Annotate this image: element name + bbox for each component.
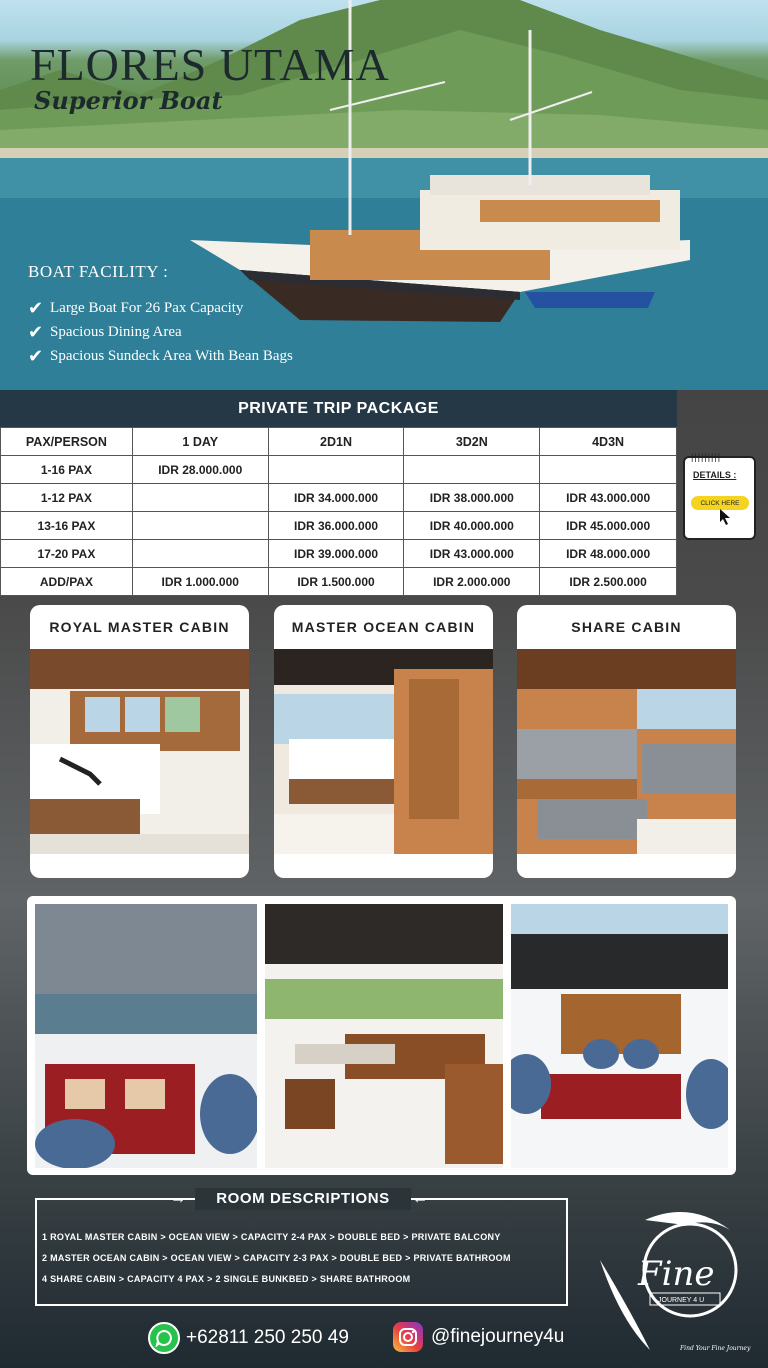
table-row bbox=[1, 512, 677, 540]
instagram-contact[interactable] bbox=[393, 1322, 564, 1352]
facility-title: BOAT FACILITY : bbox=[28, 262, 169, 281]
sundeck-photo bbox=[35, 904, 257, 1168]
table-cell bbox=[132, 512, 268, 540]
fine-journey-logo bbox=[590, 1200, 758, 1360]
column-header: 4D3N bbox=[540, 428, 677, 456]
column-header: 1 DAY bbox=[132, 428, 268, 456]
page-subtitle: Superior Boat bbox=[34, 86, 223, 115]
master-ocean-cabin-card bbox=[274, 605, 493, 878]
page-title: FLORES UTAMA bbox=[30, 39, 390, 90]
upper-deck-photo bbox=[511, 904, 728, 1168]
phone-contact[interactable] bbox=[148, 1322, 349, 1354]
logo-name: Fine bbox=[638, 1254, 715, 1294]
logo-tag: JOURNEY 4 U bbox=[658, 1297, 705, 1304]
facility-item: ✔ Large Boat For 26 Pax Capacity bbox=[28, 297, 244, 318]
column-header: 3D2N bbox=[404, 428, 540, 456]
table-row bbox=[1, 484, 677, 512]
royal-master-cabin-card bbox=[30, 605, 249, 878]
arrow-right-icon: → bbox=[170, 1190, 186, 1207]
cabin-title: SHARE CABIN bbox=[571, 619, 682, 635]
table-cell: 17-20 PAX bbox=[1, 540, 133, 568]
whatsapp-icon bbox=[148, 1322, 180, 1354]
cabin-title: ROYAL MASTER CABIN bbox=[49, 619, 230, 635]
room-description-lines bbox=[42, 1232, 511, 1295]
column-header: PAX/PERSON bbox=[1, 428, 133, 456]
table-cell bbox=[540, 456, 677, 484]
table-cell: IDR 1.000.000 bbox=[132, 568, 268, 596]
table-cell: IDR 36.000.000 bbox=[268, 512, 404, 540]
room-description-line: 2 MASTER OCEAN CABIN > OCEAN VIEW > CAPACITY 2-3 PAX > DOUBLE BED > PRIVATE BATHROOM bbox=[42, 1253, 511, 1263]
check-icon: ✔ bbox=[28, 297, 44, 318]
table-cell: IDR 48.000.000 bbox=[540, 540, 677, 568]
table-cell: IDR 2.500.000 bbox=[540, 568, 677, 596]
instagram-handle: @finejourney4u bbox=[431, 1326, 565, 1347]
table-cell bbox=[132, 540, 268, 568]
table-cell bbox=[132, 484, 268, 512]
table-cell: IDR 34.000.000 bbox=[268, 484, 404, 512]
table-cell: IDR 38.000.000 bbox=[404, 484, 540, 512]
table-cell bbox=[404, 456, 540, 484]
cursor-icon bbox=[719, 508, 733, 526]
details-label: DETAILS : bbox=[693, 470, 737, 480]
table-cell: 1-16 PAX bbox=[1, 456, 133, 484]
column-header: 2D1N bbox=[268, 428, 404, 456]
table-cell: IDR 43.000.000 bbox=[404, 540, 540, 568]
master-ocean-cabin-photo bbox=[274, 649, 493, 854]
facility-item: ✔ Spacious Dining Area bbox=[28, 321, 182, 342]
table-row bbox=[1, 568, 677, 596]
table-row bbox=[1, 456, 677, 484]
facility-list bbox=[28, 296, 293, 368]
table-cell: IDR 1.500.000 bbox=[268, 568, 404, 596]
table-cell: 1-12 PAX bbox=[1, 484, 133, 512]
table-cell bbox=[268, 456, 404, 484]
table-row bbox=[1, 540, 677, 568]
facility-item: ✔ Spacious Sundeck Area With Bean Bags bbox=[28, 345, 293, 366]
click-here-button[interactable]: CLICK HERE bbox=[691, 496, 749, 510]
phone-number: +62811 250 250 49 bbox=[186, 1327, 349, 1348]
table-cell: IDR 39.000.000 bbox=[268, 540, 404, 568]
deck-photo-strip bbox=[27, 896, 736, 1175]
room-description-line: 4 SHARE CABIN > CAPACITY 4 PAX > 2 SINGLE BUNKBED > SHARE BATHROOM bbox=[42, 1274, 411, 1284]
check-icon: ✔ bbox=[28, 321, 44, 342]
instagram-icon bbox=[393, 1322, 423, 1352]
table-cell: IDR 43.000.000 bbox=[540, 484, 677, 512]
table-header-row bbox=[1, 428, 677, 456]
logo-slogan: Find Your Fine Journey bbox=[680, 1345, 751, 1352]
table-cell: IDR 40.000.000 bbox=[404, 512, 540, 540]
check-icon: ✔ bbox=[28, 345, 44, 366]
table-cell: 13-16 PAX bbox=[1, 512, 133, 540]
royal-master-cabin-photo bbox=[30, 649, 249, 854]
dining-area-photo bbox=[265, 904, 503, 1168]
table-cell: IDR 2.000.000 bbox=[404, 568, 540, 596]
table-cell: IDR 45.000.000 bbox=[540, 512, 677, 540]
arrow-left-icon: ← bbox=[412, 1190, 428, 1207]
cabin-title: MASTER OCEAN CABIN bbox=[291, 619, 476, 635]
room-description-line: 1 ROYAL MASTER CABIN > OCEAN VIEW > CAPACITY 2-4 PAX > DOUBLE BED > PRIVATE BALCONY bbox=[42, 1232, 501, 1242]
package-header: PRIVATE TRIP PACKAGE bbox=[0, 390, 677, 427]
share-cabin-card bbox=[517, 605, 736, 878]
price-table bbox=[0, 427, 677, 596]
table-cell: ADD/PAX bbox=[1, 568, 133, 596]
details-card[interactable] bbox=[683, 452, 756, 540]
table-cell: IDR 28.000.000 bbox=[132, 456, 268, 484]
notepad-rings-icon: ||||||||| bbox=[691, 452, 722, 462]
hero-banner bbox=[0, 0, 768, 390]
share-cabin-photo bbox=[517, 649, 736, 854]
room-descriptions-title: ROOM DESCRIPTIONS bbox=[216, 1190, 390, 1207]
